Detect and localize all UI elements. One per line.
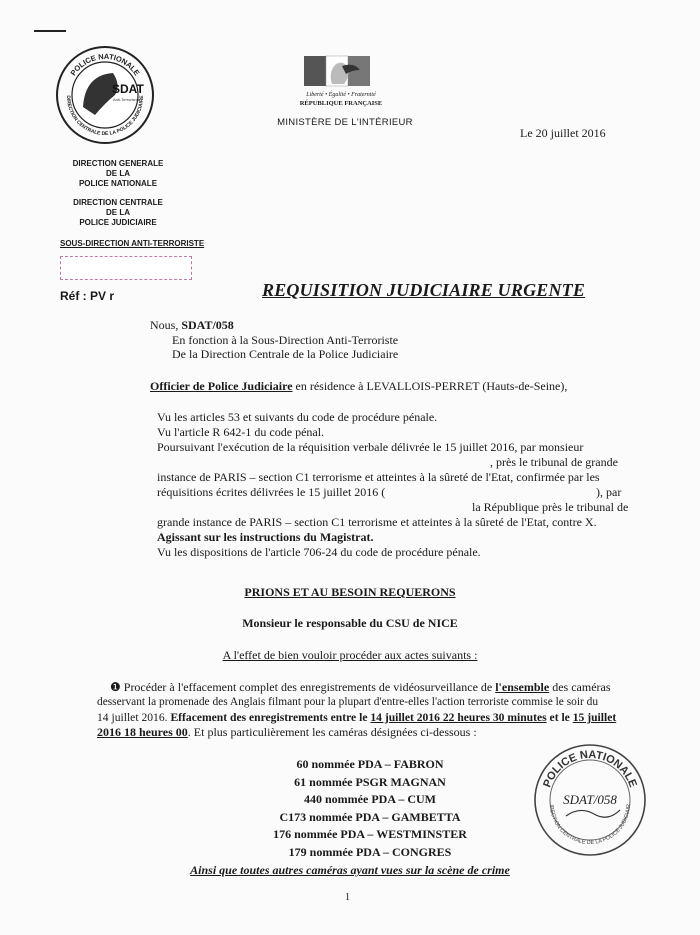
body-line: la République près le tribunal de	[472, 500, 629, 514]
direction-generale-line: POLICE NATIONALE	[78, 179, 158, 188]
action-emphasis: Effacement des enregistrements entre le	[170, 711, 371, 724]
prions-heading: PRIONS ET AU BESOIN REQUERONS	[244, 585, 456, 599]
recipient-line: Monsieur le responsable du CSU de NICE	[242, 616, 458, 630]
camera-item: 179 nommée PDA – CONGRES	[288, 844, 452, 859]
body-fragment: réquisitions écrites délivrées le 15 juillet 2016 (	[157, 485, 386, 499]
stamp-signature: SDAT/058	[563, 792, 617, 807]
direction-generale	[58, 159, 178, 189]
action-emphasis: 2016 18 heures 00	[97, 725, 188, 739]
camera-item: C173 nommée PDA – GAMBETTA	[279, 809, 461, 824]
direction-generale-line: DIRECTION GENERALE	[72, 159, 164, 168]
action-fragment: des caméras	[549, 680, 611, 694]
action-line: desservant la promenade des Anglais filmant pour la plupart d'entre-elles l'action terroriste commise le soir du	[97, 696, 599, 708]
logo-ring-text: POLICE NATIONALE	[68, 51, 142, 78]
intro-nous-label: Nous,	[150, 318, 182, 332]
body-line	[157, 485, 385, 500]
logo-badge-sub: Anti-Terrorisme	[113, 97, 141, 102]
action-fragment: 14 juillet 2016.	[97, 711, 171, 724]
officier-line	[150, 379, 567, 394]
action-bullet: ❶	[110, 680, 121, 694]
direction-centrale-line: POLICE JUDICIAIRE	[79, 218, 157, 227]
body-fragment: ), par	[596, 485, 622, 499]
direction-generale-line: DE LA	[106, 169, 130, 178]
camera-list	[240, 756, 500, 861]
body-line: instance de PARIS – section C1 terrorisme et atteintes à la sûreté de l'Etat, confirmée par les	[157, 470, 600, 484]
logo-badge: SDAT	[112, 82, 144, 96]
logo-ring-text-2: DIRECTION CENTRALE DE LA POLICE JUDICIAIRE	[64, 95, 146, 138]
page-number: 1	[345, 892, 350, 903]
stamp-ring-text: POLICE NATIONALE	[541, 748, 639, 790]
redacted-block	[60, 256, 192, 280]
action-line	[97, 710, 616, 725]
reference: Réf : PV r	[60, 289, 115, 303]
camera-item: 61 nommée PSGR MAGNAN	[294, 774, 446, 789]
body-line: Poursuivant l'exécution de la réquisition verbale délivrée le 15 juillet 2016, par monsieur	[157, 440, 584, 454]
camera-item: 60 nommée PDA – FABRON	[296, 757, 444, 771]
action-line	[110, 680, 611, 695]
agissant-line: Agissant sur les instructions du Magistrat.	[157, 530, 374, 544]
document-title: REQUISITION JUDICIAIRE URGENTE	[262, 280, 586, 300]
direction-centrale	[58, 198, 178, 228]
republic-motto: Liberté • Égalité • Fraternité	[306, 92, 376, 98]
vu-line: Vu l'article R 642-1 du code pénal.	[157, 425, 325, 439]
sous-direction: SOUS-DIRECTION ANTI-TERRORISTE	[60, 239, 205, 248]
body-line: , près le tribunal de grande	[490, 455, 618, 469]
intro-nous-id: SDAT/058	[181, 318, 234, 332]
stamp-inner-text: IRECTION CENTRALE DE LA POLICE JUDICIAIR	[547, 803, 633, 847]
action-fragment: . Et plus particulièrement les caméras désignées ci-dessous :	[187, 725, 477, 739]
document-date: Le 20 juillet 2016	[520, 126, 606, 140]
officier-label: Officier de Police Judiciaire	[150, 379, 293, 393]
action-emphasis: 15 juillet	[572, 711, 617, 724]
intro-nous	[150, 318, 234, 333]
intro-line: De la Direction Centrale de la Police Judiciaire	[172, 347, 399, 361]
closing-line: Ainsi que toutes autres caméras ayant vues sur la scène de crime	[190, 863, 510, 877]
vu-line: Vu les dispositions de l'article 706-24 du code de procédure pénale.	[157, 545, 481, 559]
direction-centrale-line: DE LA	[106, 208, 130, 217]
direction-centrale-line: DIRECTION CENTRALE	[73, 198, 163, 207]
action-emphasis: l'ensemble	[495, 680, 550, 694]
intro-line: En fonction à la Sous-Direction Anti-Terroriste	[172, 333, 399, 347]
action-line	[97, 725, 477, 740]
action-emphasis: 14 juillet 2016 22 heures 30 minutes	[370, 711, 547, 724]
effet-line: A l'effet de bien vouloir procéder aux actes suivants :	[222, 648, 478, 662]
camera-item: 440 nommée PDA – CUM	[304, 792, 436, 806]
action-fragment: Procéder à l'effacement complet des enregistrements de vidéosurveillance de	[120, 680, 496, 694]
action-emphasis: et le	[546, 711, 573, 724]
ministry-name: MINISTÈRE DE L'INTÉRIEUR	[277, 117, 413, 128]
sdat-logo	[55, 45, 155, 145]
camera-item: 176 nommée PDA – WESTMINSTER	[273, 827, 467, 841]
svg-text:POLICE NATIONALE	[541, 749, 639, 789]
police-stamp	[530, 740, 650, 860]
officier-rest: en résidence à LEVALLOIS-PERRET (Hauts-de-Seine),	[292, 379, 568, 393]
body-line: grande instance de PARIS – section C1 terrorisme et atteintes à la sûreté de l'Etat, contre X.	[157, 515, 597, 529]
margin-dash	[34, 30, 66, 32]
marianne-logo	[298, 52, 378, 92]
republic-name: RÉPUBLIQUE FRANÇAISE	[299, 100, 383, 107]
vu-line: Vu les articles 53 et suivants du code de procédure pénale.	[157, 410, 438, 424]
